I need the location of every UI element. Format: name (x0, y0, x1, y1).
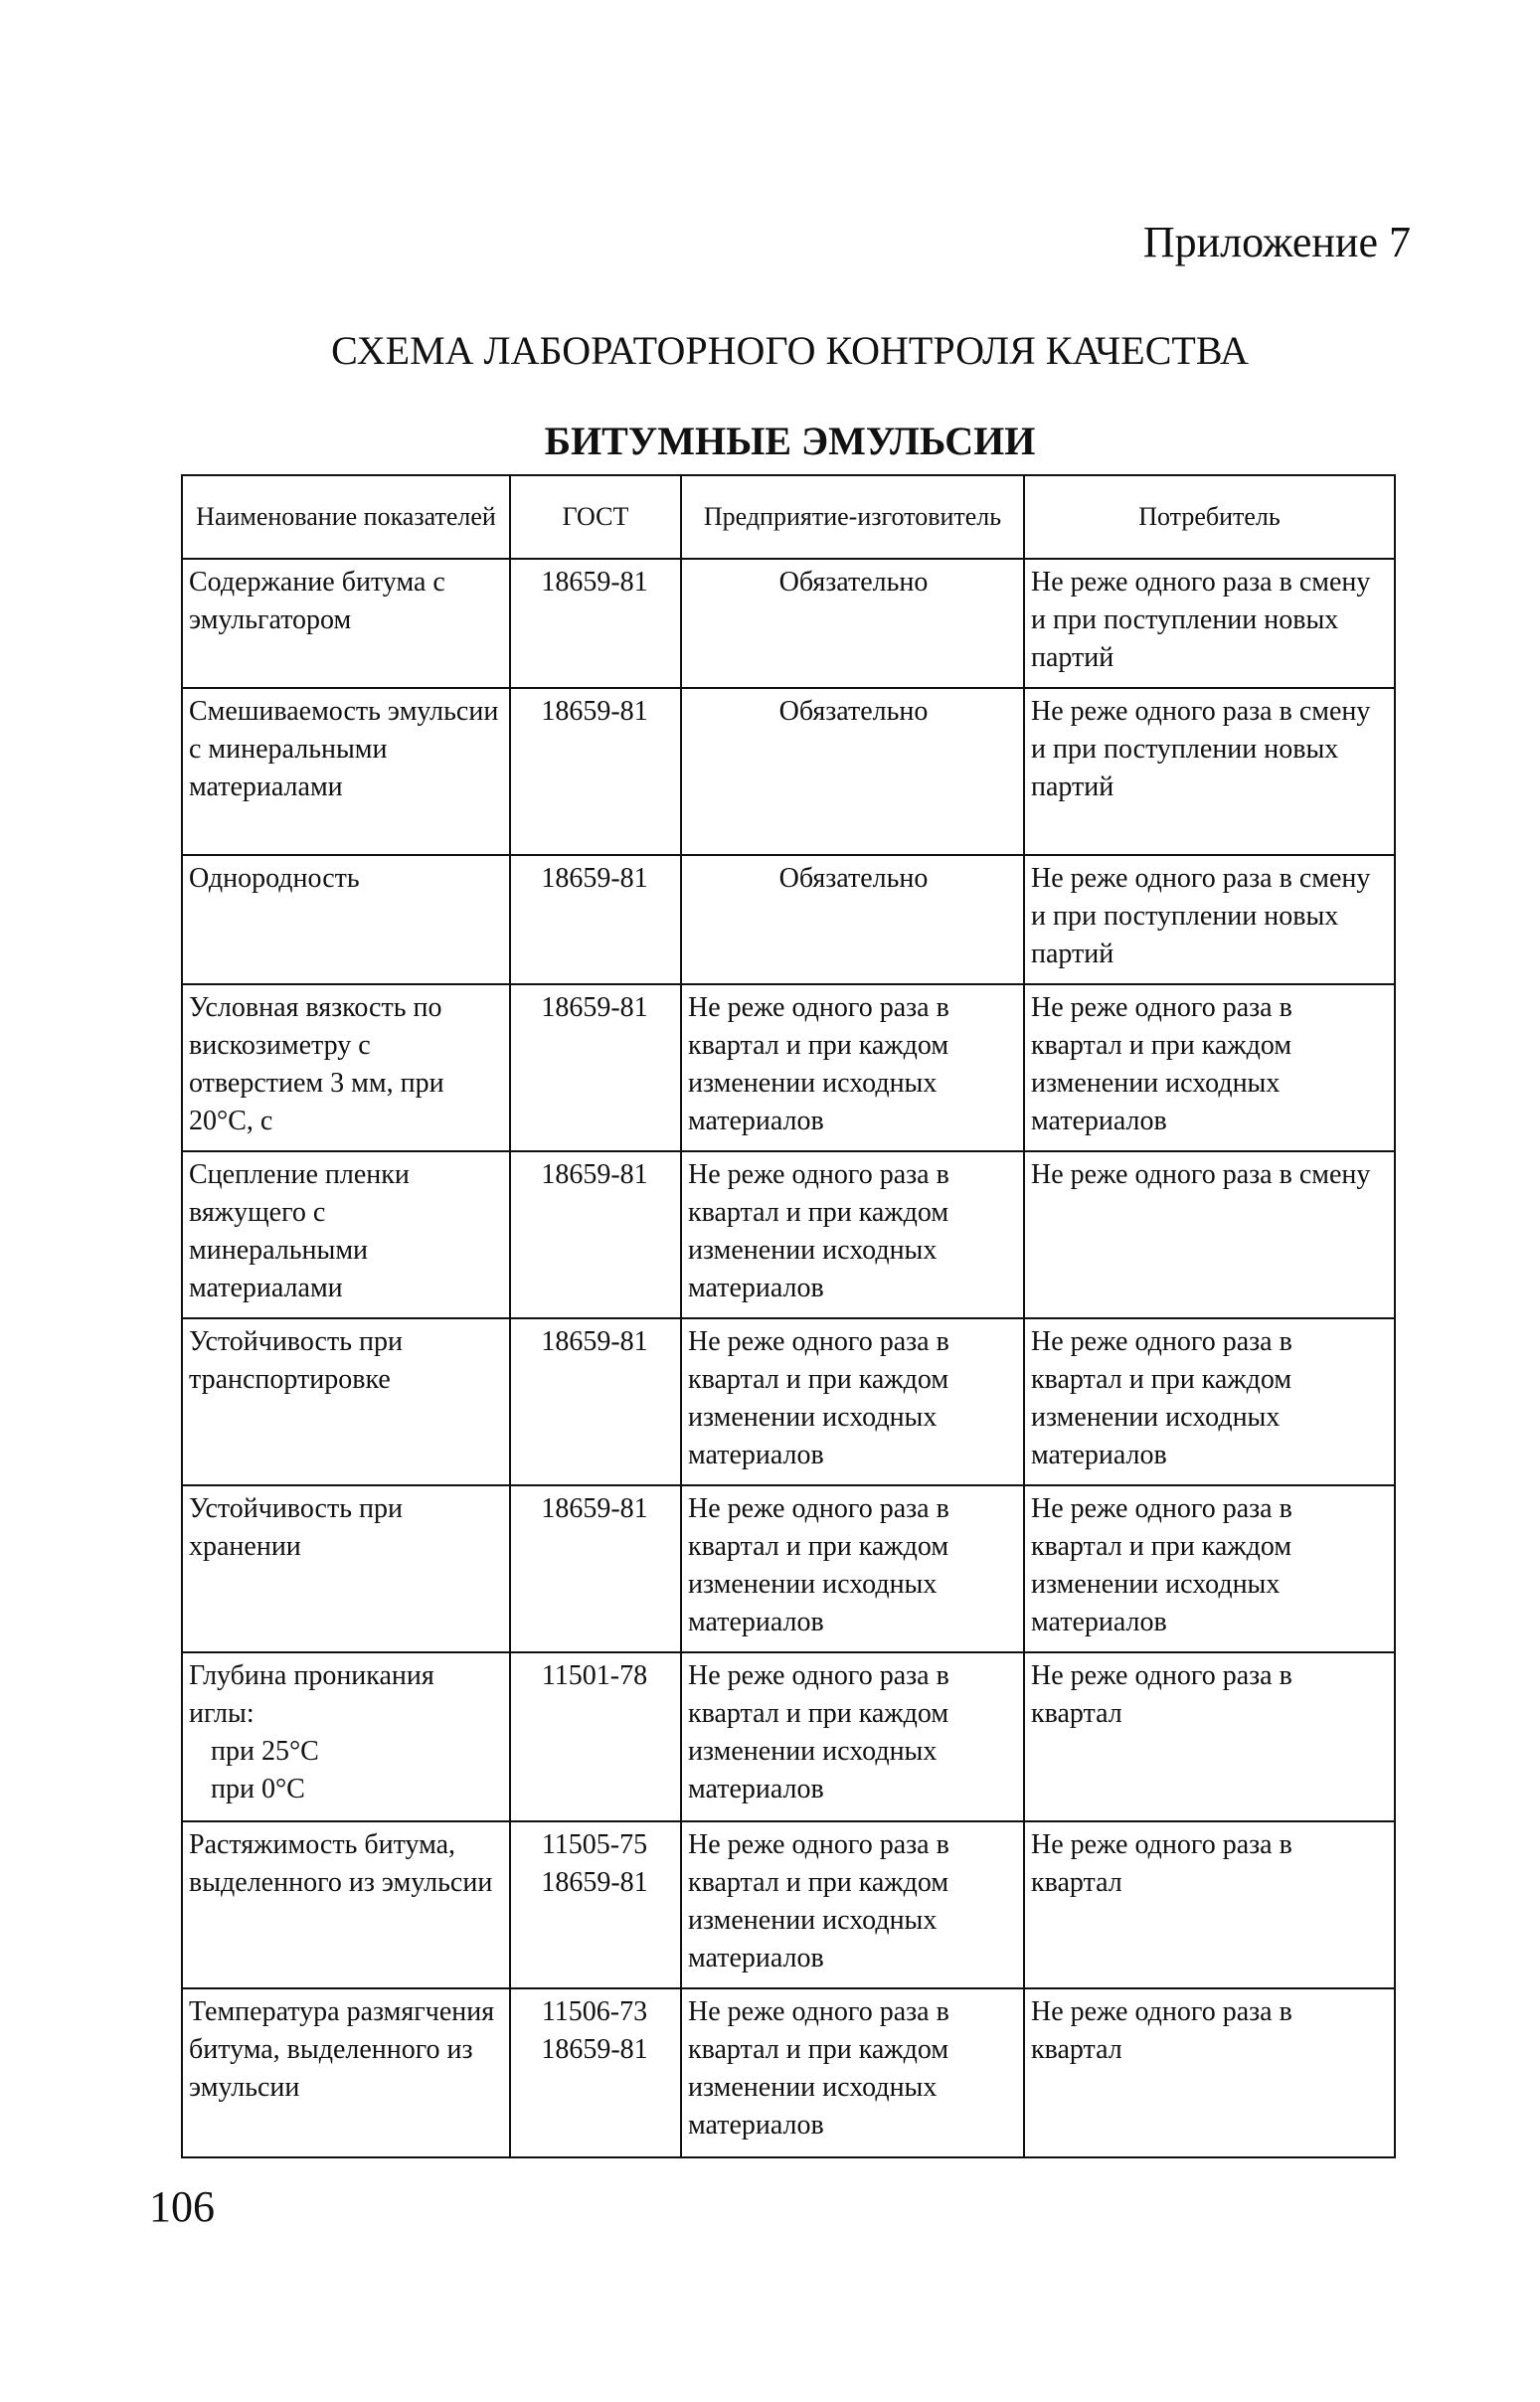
cell-name: Содержание битума с эмульгатором (182, 559, 510, 688)
cell-consumer: Не реже одного раза в квартал и при каждом изменении исходных материалов (1024, 1318, 1395, 1485)
cell-maker: Не реже одного раза в квартал и при каждом изменении исходных материалов (681, 1318, 1024, 1485)
cell-maker: Не реже одного раза в квартал и при каждом изменении исходных материалов (681, 1652, 1024, 1821)
cell-maker: Не реже одного раза в квартал и при каждом изменении исходных материалов (681, 1988, 1024, 2157)
table-header-row (182, 475, 1395, 559)
cell-gost: 18659-81 (510, 855, 681, 984)
cell-name: Однородность (182, 855, 510, 984)
table-row (182, 1151, 1395, 1318)
cell-consumer: Не реже одного раза в смену и при поступлении новых партий (1024, 688, 1395, 855)
table-row (182, 1318, 1395, 1485)
cell-name (182, 1652, 510, 1821)
cell-consumer: Не реже одного раза в квартал и при каждом изменении исходных материалов (1024, 984, 1395, 1151)
cell-gost-line-1: 11506-73 (541, 1996, 648, 2027)
cell-gost-line-2: 18659-81 (541, 1867, 648, 1898)
cell-gost: 18659-81 (510, 688, 681, 855)
cell-name: Устойчивость при хранении (182, 1485, 510, 1652)
cell-maker: Не реже одного раза в квартал и при каждом изменении исходных материалов (681, 1151, 1024, 1318)
page-number: 106 (149, 2182, 215, 2231)
cell-name: Смешиваемость эмульсии с минеральными материалами (182, 688, 510, 855)
column-header-name: Наименование показателей (182, 475, 510, 559)
table-row (182, 1485, 1395, 1652)
cell-name-sub-0: при 0°С (211, 1774, 305, 1804)
quality-control-table (181, 474, 1396, 2158)
cell-gost: 18659-81 (510, 1485, 681, 1652)
cell-consumer: Не реже одного раза в квартал (1024, 1988, 1395, 2157)
appendix-label: Приложение 7 (1142, 218, 1411, 266)
table-row (182, 559, 1395, 688)
cell-maker: Не реже одного раза в квартал и при каждом изменении исходных материалов (681, 1485, 1024, 1652)
cell-name: Условная вязкость по вискозиметру с отверстием 3 мм, при 20°С, с (182, 984, 510, 1151)
table-row (182, 1821, 1395, 1988)
section-subtitle: БИТУМНЫЕ ЭМУЛЬСИИ (544, 419, 1036, 463)
cell-maker: Не реже одного раза в квартал и при каждом изменении исходных материалов (681, 984, 1024, 1151)
page-title: СХЕМА ЛАБОРАТОРНОГО КОНТРОЛЯ КАЧЕСТВА (331, 328, 1249, 373)
table-row (182, 1988, 1395, 2157)
cell-consumer: Не реже одного раза в смену и при поступлении новых партий (1024, 559, 1395, 688)
cell-gost (510, 1988, 681, 2157)
cell-maker: Не реже одного раза в квартал и при каждом изменении исходных материалов (681, 1821, 1024, 1988)
column-header-maker: Предприятие-изготовитель (681, 475, 1024, 559)
cell-gost: 18659-81 (510, 1318, 681, 1485)
cell-name: Растяжимость битума, выделенного из эмульсии (182, 1821, 510, 1988)
cell-gost: 18659-81 (510, 1151, 681, 1318)
cell-name: Устойчивость при транспортировке (182, 1318, 510, 1485)
cell-consumer: Не реже одного раза в квартал и при каждом изменении исходных материалов (1024, 1485, 1395, 1652)
cell-gost-line-1: 11505-75 (541, 1829, 648, 1860)
cell-gost: 18659-81 (510, 559, 681, 688)
cell-name: Температура размягчения битума, выделенного из эмульсии (182, 1988, 510, 2157)
cell-gost-line-2: 18659-81 (541, 2034, 648, 2065)
cell-consumer: Не реже одного раза в квартал (1024, 1652, 1395, 1821)
cell-maker: Обязательно (681, 688, 1024, 855)
column-header-consumer: Потребитель (1024, 475, 1395, 559)
table-row (182, 688, 1395, 855)
cell-consumer: Не реже одного раза в смену (1024, 1151, 1395, 1318)
table-row (182, 855, 1395, 984)
cell-gost (510, 1821, 681, 1988)
column-header-gost: ГОСТ (510, 475, 681, 559)
cell-consumer: Не реже одного раза в квартал (1024, 1821, 1395, 1988)
cell-gost: 11501-78 (510, 1652, 681, 1821)
cell-name: Сцепление пленки вяжущего с минеральными материалами (182, 1151, 510, 1318)
cell-maker: Обязательно (681, 559, 1024, 688)
cell-name-sub-25: при 25°С (211, 1736, 319, 1767)
table-row (182, 1652, 1395, 1821)
cell-gost: 18659-81 (510, 984, 681, 1151)
cell-consumer: Не реже одного раза в смену и при поступлении новых партий (1024, 855, 1395, 984)
table-row (182, 984, 1395, 1151)
cell-name-main: Глубина проникания иглы: (189, 1660, 434, 1729)
cell-maker: Обязательно (681, 855, 1024, 984)
